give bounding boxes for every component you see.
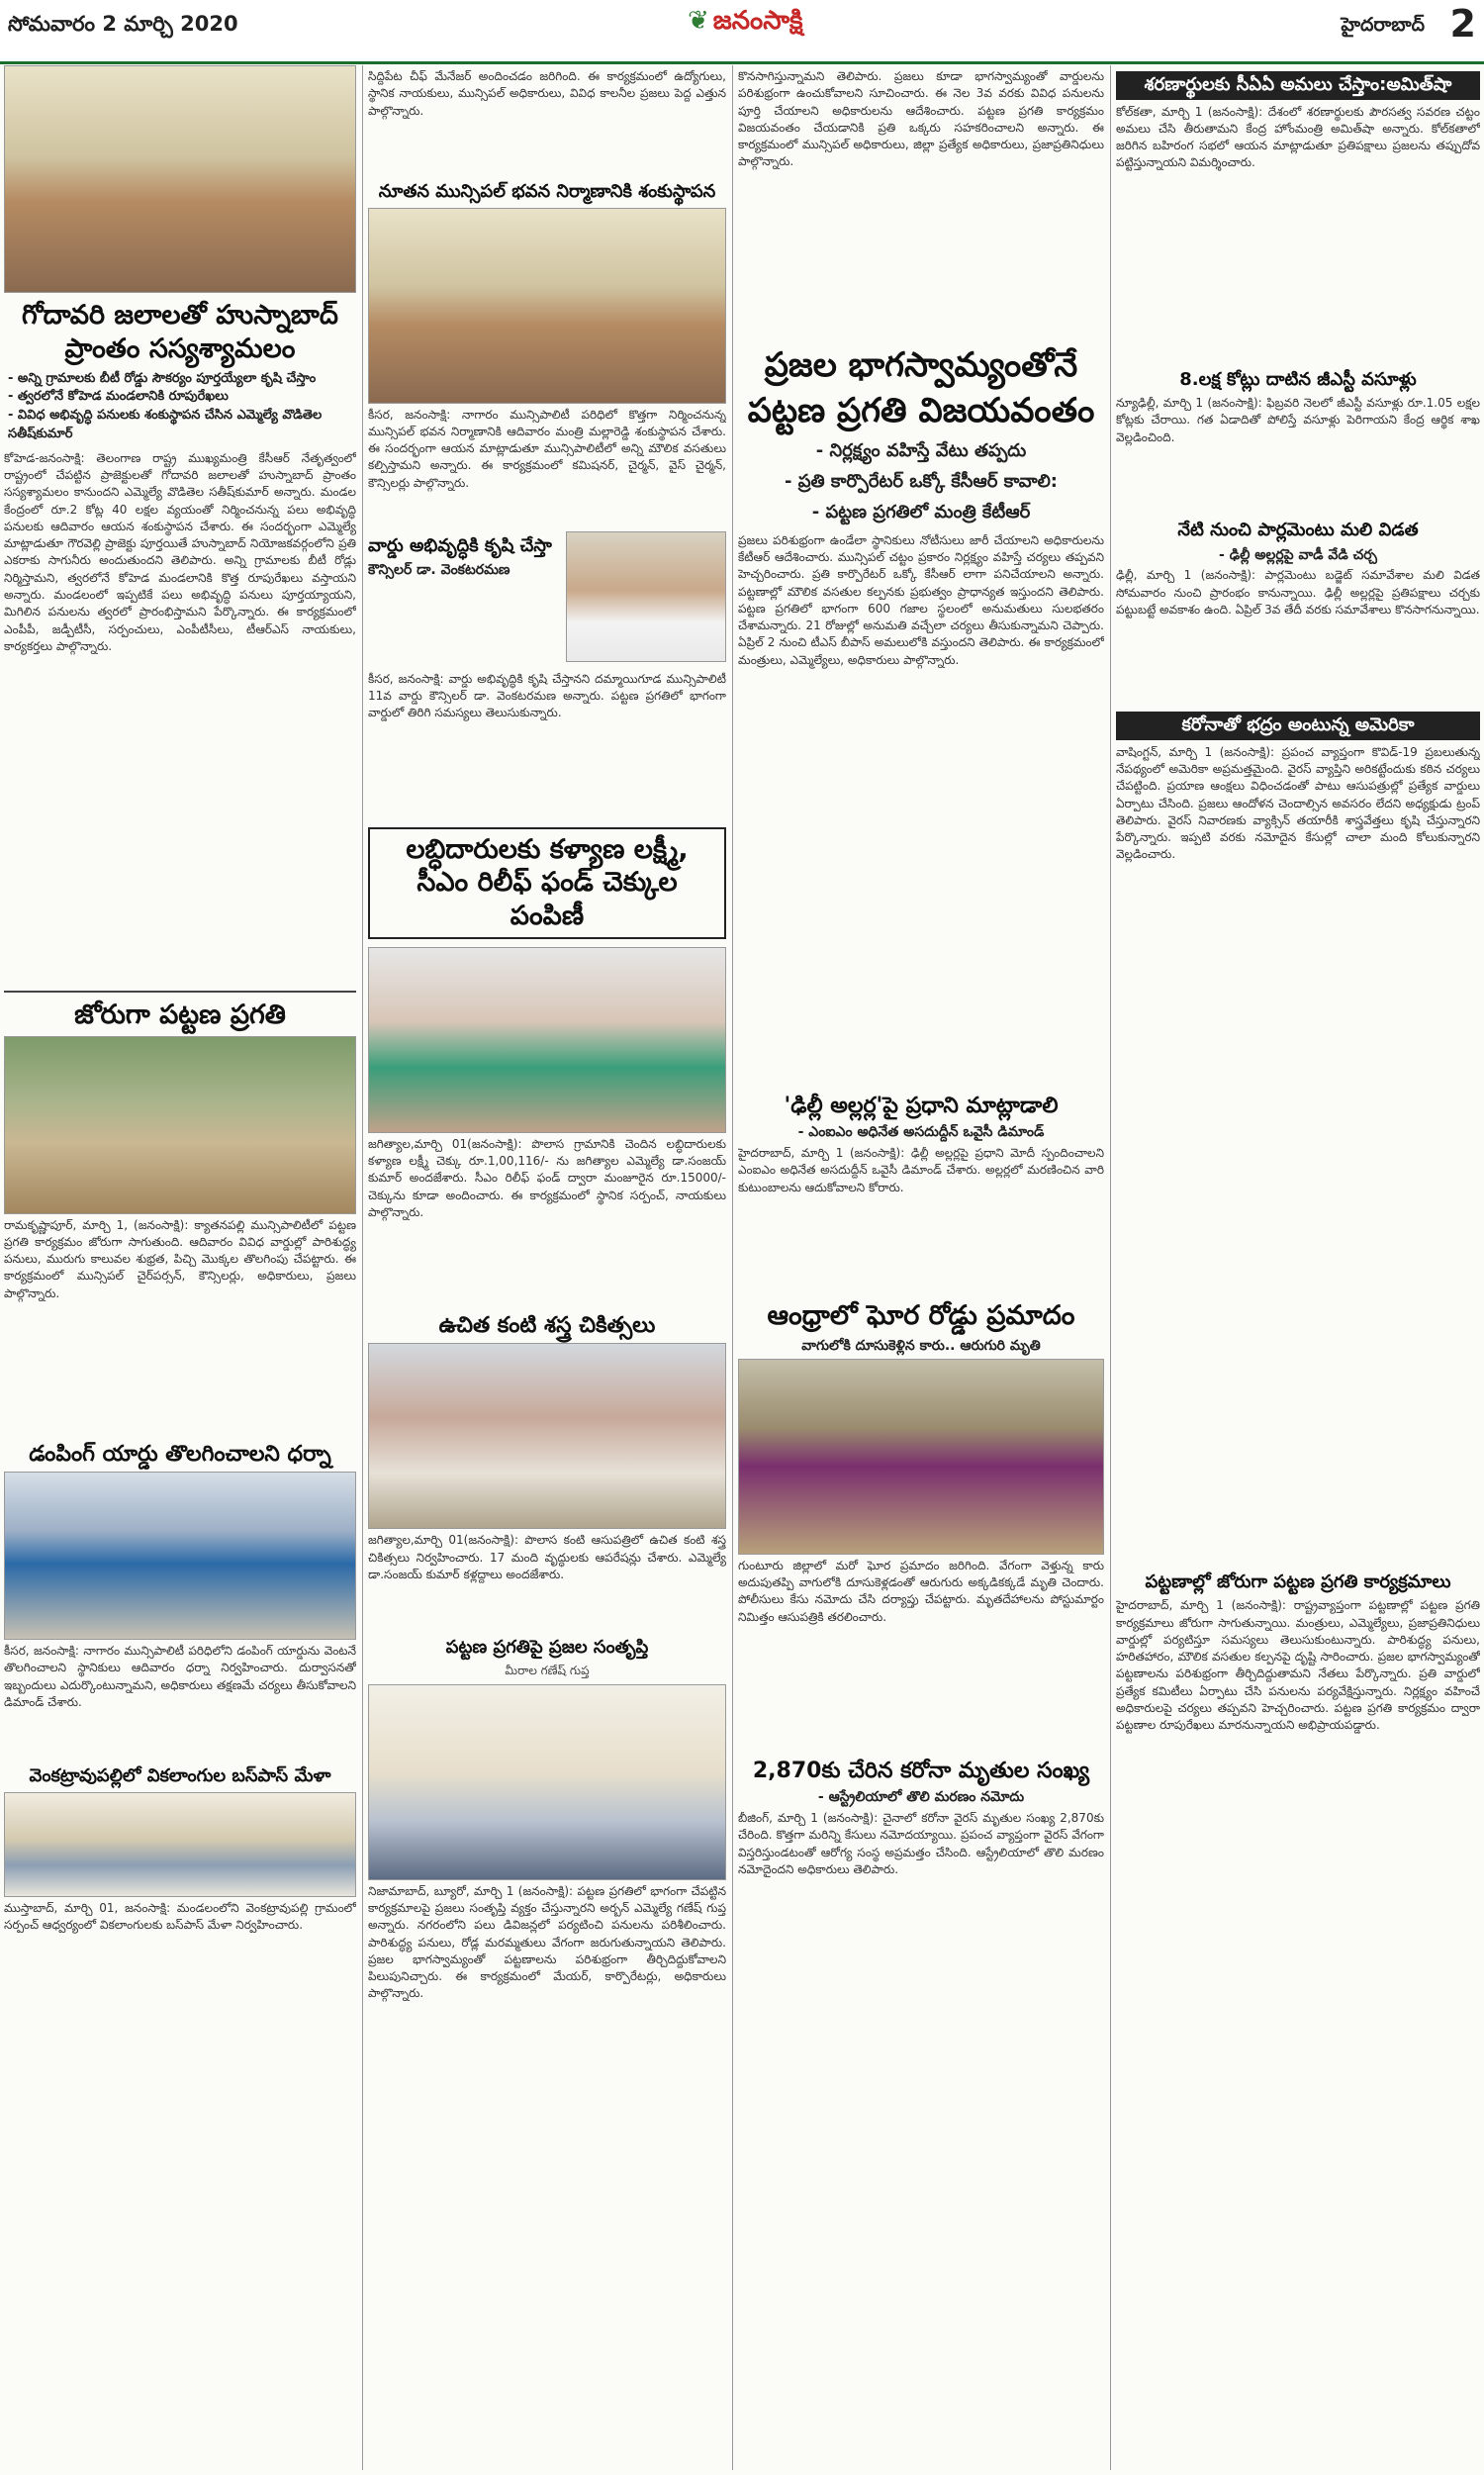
subhead-ktr-2: - ప్రతి కార్పొరేటర్ ఒక్కో కేసీఆర్ కావాలి: [784,470,1059,492]
headline-buspass-mela: వెంకట్రావుపల్లిలో వికలాంగుల బస్‌పాస్ మేళా [29,1765,331,1787]
subhead-road-accident: వాగులోకి దూసుకెళ్లిన కారు.. ఆరుగురి మృతి [801,1337,1041,1354]
councillor-name: కౌన్సిలర్ డా. వెంకటరమణ [368,562,510,578]
article-continuation: సిద్దిపేట చీఫ్ మేనేజర్ అందించడం జరిగింది. ఈ కార్యక్రమంలో ఉద్యోగులు, స్థానిక నాయకులు, మున్సిపల్ అధికారులు, వివిధ కాలనీల ప్రజలు పెద్ద ఎత్తున పాల్గొన్నారు. [368,69,726,118]
subhead-australia: - ఆస్ట్రేలియాలో తొలి మరణం నమోదు [817,1789,1025,1806]
column-divider [362,65,363,2470]
column-4 [1116,65,1480,2256]
leaf-icon: ❦ [688,6,709,36]
subhead-parliament: - ఢిల్లీ అల్లర్లపై వాడీ వేడి చర్చ [1219,546,1377,563]
councillor-story [368,529,726,668]
column-1 [4,65,356,1965]
issue-date: సోమవారం 2 మార్చి 2020 [8,12,238,36]
article-body-gst: న్యూఢిల్లీ, మార్చి 1 (జనంసాక్షి): ఫిబ్రవరి నెలలో జీఎస్టీ వసూళ్లు రూ.1.05 లక్షల కోట్లకు చేరాయి. గత ఏడాదితో పోలిస్తే వసూళ్లు పెరిగాయని కేంద్ర ఆర్థిక శాఖ వెల్లడించింది. [1116,396,1480,444]
article-body-eye-surgery: జగిత్యాల,మార్చి 01(జనంసాక్షి): పొలాస కంటి ఆసుపత్రిలో ఉచిత కంటి శస్త్ర చికిత్సలు నిర్వహించారు. 17 మంది వృద్ధులకు ఆపరేషన్లు చేశారు. ఎమ్మెల్యే డా.సంజయ్ కుమార్ కళ్లద్దాలు అందజేశారు. [368,1533,726,1581]
article-body-buspass-mela: ముస్తాబాద్, మార్చి 01, జనంసాక్షి: మండలంలోని వెంకట్రావుపల్లి గ్రామంలో సర్పంచ్ ఆధ్వర్యంలో వికలాంగులకు బస్‌పాస్ మేళా నిర్వహించారు. [4,1900,356,1932]
headline-eye-surgery: ఉచిత కంటి శస్త్ర చికిత్సలు [438,1312,656,1338]
column-3 [738,65,1104,2113]
article-body-parliament: ఢిల్లీ, మార్చి 1 (జనంసాక్షి): పార్లమెంటు బడ్జెట్ సమావేశాల మలి విడత సోమవారం నుంచి ప్రారంభం కానున్నాయి. ఢిల్లీ అల్లర్లపై ప్రతిపక్షాలు చర్చకు పట్టుబట్టే అవకాశం ఉంది. ఏప్రిల్ 3వ తేదీ వరకు సమావేశాలు కొనసాగనున్నాయి. [1116,568,1480,617]
article-body-amit-shah: కోల్‌కతా, మార్చి 1 (జనంసాక్షి): దేశంలో శరణార్థులకు పౌరసత్వ సవరణ చట్టం అమలు చేసి తీరుతామని కేంద్ర హోంమంత్రి అమిత్‌షా అన్నారు. కోల్‌కతాలో జరిగిన బహిరంగ సభలో ఆయన మాట్లాడుతూ ప్రతిపక్షాలు ప్రజలను తప్పుదోవ పట్టిస్తున్నాయని విమర్శించారు. [1116,104,1480,170]
article-body-pattana-pragathi: రామకృష్ణాపూర్, మార్చి 1, (జనంసాక్షి): క్యాతనపల్లి మున్సిపాలిటీలో పట్టణ ప్రగతి కార్యక్రమం జోరుగా సాగుతుంది. ఆదివారం వివిధ వార్డుల్లో పారిశుద్ధ్య పనులు, మురుగు కాలువల శుభ్రత, పిచ్చి మొక్కల తొలగింపు చేపట్టారు. ఈ కార్యక్రమంలో మున్సిపల్ చైర్‌పర్సన్, కౌన్సిలర్లు, అధికారులు, ప్రజలు పాల్గొన్నారు. [4,1217,356,1300]
headline-people-satisfaction: పట్టణ ప్రగతిపై ప్రజల సంతృప్తి [445,1637,649,1659]
article-body-delhi-riots: హైదరాబాద్, మార్చి 1 (జనంసాక్షి): ఢిల్లీ అల్లర్లపై ప్రధాని మోదీ స్పందించాలని ఎంఐఎం అధినేత అసదుద్దీన్ ఒవైసీ డిమాండ్ చేశారు. అల్లర్లలో మరణించిన వారి కుటుంబాలను ఆదుకోవాలని కోరారు. [738,1146,1104,1194]
article-body-urban-programs: హైదరాబాద్, మార్చి 1 (జనంసాక్షి): రాష్ట్రవ్యాప్తంగా పట్టణాల్లో పట్టణ ప్రగతి కార్యక్రమాలు జోరుగా సాగుతున్నాయి. మంత్రులు, ఎమ్మెల్యేలు, ప్రజాప్రతినిధులు వార్డుల్లో పర్యటిస్తూ సమస్యలు తెలుసుకుంటున్నారు. పారిశుద్ధ్య పనులు, హరితహారం, మౌలిక వసతుల కల్పనపై దృష్టి సారించారు. ప్రజల భాగస్వామ్యంతో పట్టణాలను పరిశుభ్రంగా తీర్చిదిద్దుతామని నేతలు పేర్కొన్నారు. ప్రతి వార్డులో ప్రత్యేక కమిటీలు ఏర్పాటు చేసి పనులను పర్యవేక్షిస్తున్నారు. నిర్లక్ష్యం వహించే అధికారులపై చర్యలు తప్పవని హెచ్చరించారు. పట్టణ ప్రగతి కార్యక్రమం ద్వారా పట్టణాల రూపురేఖలు మారనున్నాయని అభిప్రాయపడ్డారు. [1116,1598,1480,1733]
headline-road-accident: ఆంధ్రాలో ఘోర రోడ్డు ప్రమాదం [767,1300,1075,1332]
article-body-ktr: ప్రజలు పరిశుభ్రంగా ఉండేలా స్థానికులు నోటీసులు జారీ చేయాలని అధికారులను కేటీఆర్ ఆదేశించారు. మున్సిపల్ చట్టం ప్రకారం నిర్లక్ష్యం వహిస్తే చర్యలు తప్పవని హెచ్చరించారు. ప్రతి కార్పొరేటర్ ఒక్కో కేసీఆర్ లాగా పనిచేయాలని అన్నారు. పట్టణాల్లో మౌలిక వసతుల కల్పనకు ప్రభుత్వం ప్రాధాన్యత ఇస్తుందని తెలిపారు. పట్టణ ప్రగతిలో భాగంగా 600 గజాల స్థలంలో అనుమతులు సులభతరం చేశామన్నారు. 21 రోజుల్లో అనుమతి వచ్చేలా చర్యలు తీసుకున్నామని చెప్పారు. ఏప్రిల్ 2 నుంచి టీఎస్ బీపాస్ అమలులోకి వస్తుందని తెలిపారు. ఈ కార్యక్రమంలో మంత్రులు, ఎమ్మెల్యేలు, అధికారులు పాల్గొన్నారు. [738,532,1104,667]
headline-kalyana-lakshmi: లబ్ధిదారులకు కళ్యాణ లక్ష్మీ, సీఎం రిలీఫ్ ఫండ్ చెక్కుల పంపిణీ [368,827,726,939]
subhead-ktr-1: - నిర్లక్ష్యం వహిస్తే వేటు తప్పదు [815,439,1027,461]
byline-mla: మీరాల గణేష్ గుప్త [505,1663,590,1677]
headline-ward-development: వార్డు అభివృద్ధికి కృషి చేస్తా [368,534,552,556]
article-body-kalyana-lakshmi: జగిత్యాల,మార్చి 01(జనంసాక్షి): పొలాస గ్రామానికి చెందిన లబ్ధిదారులకు కళ్యాణ లక్ష్మీ చెక్కు రూ.1,00,116/- ను జగిత్యాల ఎమ్మెల్యే డా.సంజయ్ కుమార్ అందజేశారు. సీఎం రిలీఫ్ ఫండ్ ద్వారా మంజూరైన రూ.15000/- చెక్కును కూడా అందించారు. ఈ కార్యక్రమంలో స్థానిక సర్పంచ్, నాయకులు పాల్గొన్నారు. [368,1136,726,1219]
headline-parliament: నేటి నుంచి పార్లమెంటు మలి విడత [1177,520,1419,540]
article-body-america-corona: వాషింగ్టన్, మార్చి 1 (జనంసాక్షి): ప్రపంచ వ్యాప్తంగా కొవిడ్-19 ప్రబలుతున్న నేపథ్యంలో అమెరికా అప్రమత్తమైంది. వైరస్ వ్యాప్తిని అరికట్టేందుకు కఠిన చర్యలు చేపట్టింది. ప్రయాణ ఆంక్షలు విధించడంతో పాటు ఆసుపత్రుల్లో ప్రత్యేక వార్డులు ఏర్పాటు చేసింది. ప్రజలు ఆందోళన చెందాల్సిన అవసరం లేదని అధ్యక్షుడు ట్రంప్ తెలిపారు. వైరస్ నివారణకు వ్యాక్సిన్ తయారీకి శాస్త్రవేత్తలు కృషి చేస్తున్నారని పేర్కొన్నారు. ఇప్పటి వరకు నమోదైన కేసుల్లో చాలా మంది కోలుకున్నారని వెల్లడించారు. [1116,744,1480,862]
headline-municipal-building: నూతన మున్సిపల్ భవన నిర్మాణానికి శంకుస్థాపన [378,181,716,202]
headline-urban-programs: పట్టణాల్లో జోరుగా పట్టణ ప్రగతి కార్యక్రమాలు [1145,1571,1451,1592]
photo-accident-scene [738,1359,1104,1555]
photo-dharna [4,1472,356,1640]
photo-cheque-distribution [368,947,726,1133]
headline-ktr-main: ప్రజల భాగస్వామ్యంతోనే పట్టణ ప్రగతి విజయవంతం [747,345,1095,430]
bullets-godavari: - అన్ని గ్రామాలకు బీటీ రోడ్డు సౌకర్యం పూర్తయ్యేలా కృషి చేస్తాం - త్వరలోనే కోహెడ మండలానికి రూపురేఖలు - వివిధ అభివృద్ధి పనులకు శంకుస్థాపన చేసిన ఎమ్మెల్యే వొడితెల సతీష్‌కుమార్ [8,370,323,442]
article-continuation: కొనసాగిస్తున్నామని తెలిపారు. ప్రజలు కూడా భాగస్వామ్యంతో వార్డులను పరిశుభ్రంగా ఉంచుకోవాలని సూచించారు. ఈ నెల 3వ వరకు వివిధ పనులను పూర్తి చేయాలని అధికారులను ఆదేశించారు. పట్టణ ప్రగతి కార్యక్రమం విజయవంతం చేయడానికి ప్రతి ఒక్కరు సహకరించాలని అన్నారు. ఈ కార్యక్రమంలో మున్సిపల్ అధికారులు, జిల్లా ప్రత్యేక అధికారులు, ప్రజాప్రతినిధులు పాల్గొన్నారు. [738,69,1104,169]
divider [4,991,356,993]
article-body-ward-development: కీసర, జనంసాక్షి: వార్డు అభివృద్ధికి కృషి చేస్తానని దమ్మాయిగూడ మున్సిపాలిటీ 11వ వార్డు కౌన్సిలర్ డా. వెంకటరమణ అన్నారు. పట్టణ ప్రగతిలో భాగంగా వార్డులో తిరిగి సమస్యలు తెలుసుకున్నారు. [368,671,726,720]
page-number: 2 [1449,2,1476,46]
newspaper-logo: ❦ జనంసాక్షి [688,6,803,36]
photo-leaders-seated [4,65,356,293]
headline-america-corona: కరోనాతో భద్రం అంటున్న అమెరికా [1116,712,1480,740]
edition-city: హైదరాబాద్ [1341,14,1425,36]
article-body-corona-deaths: బీజింగ్, మార్చి 1 (జనంసాక్షి): చైనాలో కరోనా వైరస్ మృతుల సంఖ్య 2,870కు చేరింది. కొత్తగా మరిన్ని కేసులు నమోదయ్యాయి. ప్రపంచ వ్యాప్తంగా వైరస్ వేగంగా విస్తరిస్తుండటంతో ఆరోగ్య సంస్థ అప్రమత్తం చేసింది. ఆస్ట్రేలియాలో తొలి మరణం నమోదైందని అధికారులు తెలిపారు. [738,1811,1104,1876]
column-divider [732,65,733,2470]
masthead [0,0,1484,64]
photo-foundation-stone [368,208,726,404]
article-body-road-accident: గుంటూరు జిల్లాలో మరో ఘోర ప్రమాదం జరిగింది. వేగంగా వెళ్తున్న కారు అదుపుతప్పి వాగులోకి దూసుకెళ్లడంతో ఆరుగురు అక్కడికక్కడే మృతి చెందారు. పోలీసులు కేసు నమోదు చేసి దర్యాప్తు చేపట్టారు. మృతదేహాలను పోస్టుమార్టం నిమిత్తం ఆసుపత్రికి తరలించారు. [738,1558,1104,1624]
article-body-dumping-yard: కీసర, జనంసాక్షి: నాగారం మున్సిపాలిటీ పరిధిలోని డంపింగ్ యార్డును వెంటనే తొలగించాలని స్థానికులు ఆదివారం ధర్నా నిర్వహించారు. దుర్వాసనతో ఇబ్బందులు ఎదుర్కొంటున్నామని, అధికారులు తక్షణమే చర్యలు తీసుకోవాలని డిమాండ్ చేశారు. [4,1644,356,1709]
photo-mla-inspection [368,1684,726,1880]
subhead-owaisi: - ఎంఐఎం అధినేత అసదుద్దీన్ ఒవైసీ డిమాండ్ [797,1124,1045,1141]
article-body-godavari: కోహెడ-జనంసాక్షి: తెలంగాణ రాష్ట్ర ముఖ్యమంత్రి కేసీఆర్ నేతృత్వంలో రాష్ట్రంలో చేపట్టిన ప్రాజెక్టులతో గోదావరి జలాలతో హుస్నాబాద్ ప్రాంతం సస్యశ్యామలం కానుందని ఎమ్మెల్యే వొడితెల సతీష్‌కుమార్ అన్నారు. మండల కేంద్రంలో రూ.2 కోట్ల 40 లక్షల వ్యయంతో నిర్మించనున్న పలు అభివృద్ధి పనులకు ఆదివారం ఆయన శంకుస్థాపన చేశారు. ఈ సందర్భంగా ఎమ్మెల్యే మాట్లాడుతూ గౌరవెల్లి ప్రాజెక్టు పూర్తయితే హుస్నాబాద్ నియోజకవర్గంలోని ప్రతి ఎకరాకు సాగునీరు అందుతుందని తెలిపారు. అన్ని గ్రామాలకు బీటీ రోడ్లు నిర్మిస్తామని, త్వరలోనే కోహెడ మండలానికి కొత్త రూపురేఖలు వస్తాయని అన్నారు. మండలంలో ఇప్పటికే పలు అభివృద్ధి పనులు పూర్తయ్యాయని, మిగిలిన పనులను త్వరలో ప్రారంభిస్తామని పేర్కొన్నారు. ఈ కార్యక్రమంలో ఎంపీపీ, జడ్పీటీసీ, సర్పంచులు, ఎంపీటీసీలు, టీఆర్‌ఎస్ నాయకులు, కార్యకర్తలు పాల్గొన్నారు. [4,450,356,653]
photo-eye-camp [368,1343,726,1529]
photo-cleanup-work [4,1036,356,1214]
headline-delhi-riots: 'ఢిల్లీ అల్లర్ల'పై ప్రధాని మాట్లాడాలి [784,1093,1059,1118]
column-2 [368,65,726,2226]
photo-buspass-mela [4,1792,356,1897]
headline-godavari: గోదావరి జలాలతో హుస్నాబాద్ ప్రాంతం సస్యశ్యామలం [22,300,338,364]
article-body-municipal-building: కీసర, జనంసాక్షి: నాగారం మున్సిపాలిటీ పరిధిలో కొత్తగా నిర్మించనున్న మున్సిపల్ భవన నిర్మాణానికి ఆదివారం మంత్రి మల్లారెడ్డి శంకుస్థాపన చేశారు. ఈ సందర్భంగా ఆయన మాట్లాడుతూ మున్సిపాలిటీలో అన్ని మౌలిక వసతులు కల్పిస్తామని అన్నారు. ఈ కార్యక్రమంలో కమిషనర్, చైర్మన్, వైస్ చైర్మన్, కౌన్సిలర్లు పాల్గొన్నారు. [368,407,726,490]
headline-corona-deaths: 2,870కు చేరిన కరోనా మృతుల సంఖ్య [752,1758,1090,1783]
headline-amit-shah: శరణార్థులకు సీఏఏ అమలు చేస్తాం:అమిత్‌షా [1116,71,1480,100]
column-divider [1110,65,1111,2470]
headline-gst: 8.లక్ష కోట్లు దాటిన జీఎస్టీ వసూళ్లు [1179,368,1417,390]
headline-pattana-pragathi: జోరుగా పట్టణ ప్రగతి [74,999,286,1030]
headline-dumping-yard: డంపింగ్ యార్డు తొలగించాలని ధర్నా [29,1441,331,1467]
article-body-people-satisfaction: నిజామాబాద్, బ్యూరో, మార్చి 1 (జనంసాక్షి): పట్టణ ప్రగతిలో భాగంగా చేపట్టిన కార్యక్రమాలపై ప్రజలు సంతృప్తి వ్యక్తం చేస్తున్నారని అర్బన్ ఎమ్మెల్యే గణేష్ గుప్త అన్నారు. నగరంలోని పలు డివిజన్లలో పర్యటించి పనులను పరిశీలించారు. పారిశుద్ధ్య పనులు, రోడ్ల మరమ్మతులు వేగంగా జరుగుతున్నాయని తెలిపారు. ప్రజల భాగస్వామ్యంతో పట్టణాలను పరిశుభ్రంగా తీర్చిదిద్దుకోవాలని పిలుపునిచ్చారు. ఈ కార్యక్రమంలో మేయర్, కార్పొరేటర్లు, అధికారులు పాల్గొన్నారు. [368,1883,726,2001]
photo-councillor-portrait [566,531,726,662]
subhead-ktr-3: - పట్టణ ప్రగతిలో మంత్రి కేటీఆర్ [811,501,1031,523]
